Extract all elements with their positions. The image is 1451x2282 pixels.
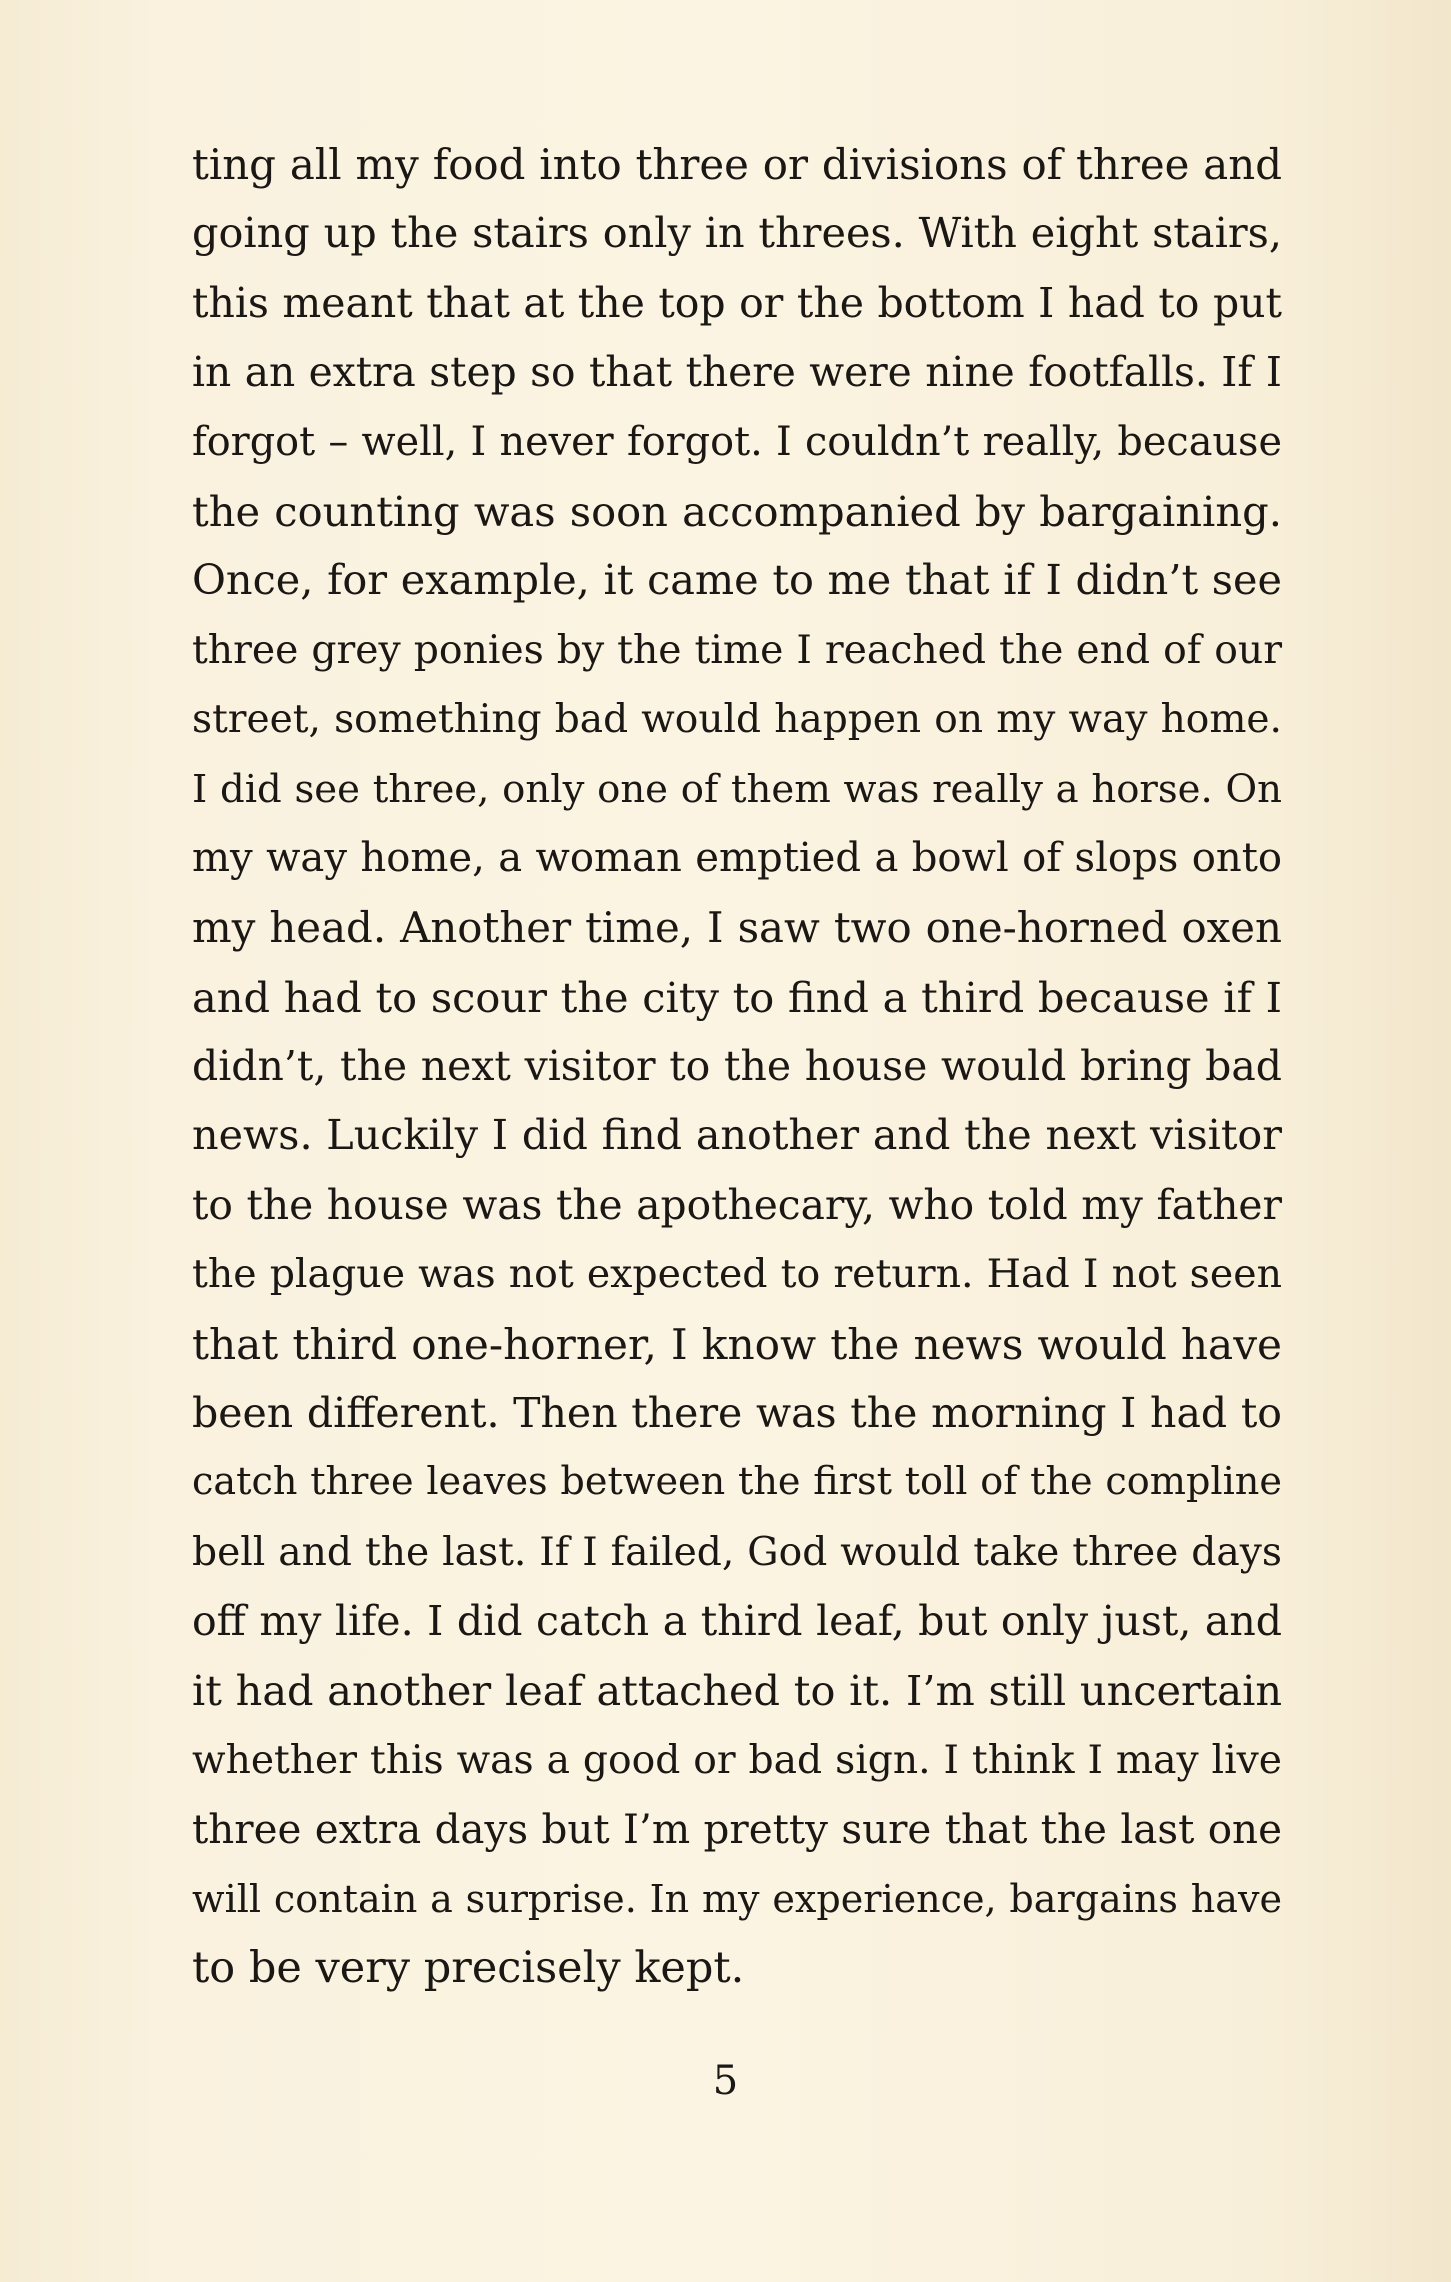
text-line: that third one-horner, I know the news would have [192,1319,1282,1369]
text-line: forgot – well, I never forgot. I couldn’t really, because [192,418,1282,465]
text-line: my way home, a woman emptied a bowl of slops onto [192,834,1282,881]
text-line: to the house was the apothecary, who told my father [192,1180,1282,1229]
text-line: in an extra step so that there were nine footfalls. If I [192,348,1282,397]
page-number: 5 [712,2058,739,2104]
text-line: off my life. I did catch a third leaf, but only just, and [192,1597,1282,1646]
text-line: catch three leaves between the first toll of the compline [192,1460,1282,1505]
text-line: three extra days but I’m pretty sure that the last one [192,1805,1282,1854]
text-line: will contain a surprise. In my experience, bargains have [192,1876,1282,1921]
text-line: and had to scour the city to find a third because if I [192,972,1282,1022]
text-line: the plague was not expected to return. Had I not seen [192,1251,1282,1298]
text-line: ting all my food into three or divisions of three and [192,140,1282,189]
text-line: going up the stairs only in threes. With eight stairs, [192,209,1282,258]
text-line: bell and the last. If I failed, God would take three days [192,1529,1282,1575]
text-line: been different. Then there was the morning I had to [192,1389,1282,1438]
text-line: street, something bad would happen on my way home. [192,697,1282,743]
text-line: I did see three, only one of them was really a horse. On [192,766,1282,812]
text-line: three grey ponies by the time I reached the end of our [192,627,1282,673]
text-line: Once, for example, it came to me that if I didn’t see [192,556,1282,605]
text-line: whether this was a good or bad sign. I think I may live [192,1737,1282,1783]
text-line: this meant that at the top or the bottom I had to put [192,278,1282,327]
body-paragraph [192,130,1282,2004]
text-line: news. Luckily I did find another and the next visitor [192,1111,1282,1160]
text-line: didn’t, the next visitor to the house would bring bad [192,1042,1282,1091]
text-line-last: to be very precisely kept. [192,1943,745,1994]
text-line: my head. Another time, I saw two one-horned oxen [192,903,1282,953]
text-line: it had another leaf attached to it. I’m still uncertain [192,1666,1282,1715]
text-line: the counting was soon accompanied by bargaining. [192,486,1282,536]
